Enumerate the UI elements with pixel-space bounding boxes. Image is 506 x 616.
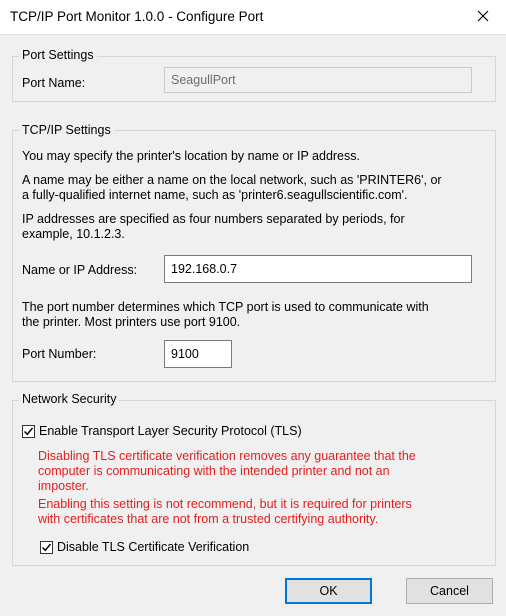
ok-button[interactable]: OK (285, 578, 372, 604)
tcpip-settings-legend: TCP/IP Settings (19, 123, 114, 137)
port-settings-legend: Port Settings (19, 48, 97, 62)
warning-line-4: Enabling this setting is not recommend, but it is required for printers (38, 497, 412, 511)
tls-checkbox-label[interactable]: Enable Transport Layer Security Protocol (TLS) (39, 424, 302, 438)
disable-verification-row[interactable] (40, 540, 249, 554)
close-button[interactable] (460, 0, 506, 34)
port-name-field: SeagullPort (164, 67, 472, 93)
cancel-button[interactable]: Cancel (406, 578, 493, 604)
title-bar (0, 0, 506, 35)
port-number-label: Port Number: (22, 347, 97, 361)
ip-help-line-1: IP addresses are specified as four numbers separated by periods, for (22, 212, 405, 226)
port-help-line-1: The port number determines which TCP port is used to communicate with (22, 300, 429, 314)
name-help-line-1: A name may be either a name on the local network, such as 'PRINTER6', or (22, 173, 442, 187)
disable-verification-checkbox[interactable] (40, 541, 53, 554)
port-number-input[interactable]: 9100 (164, 340, 232, 368)
address-input[interactable]: 192.168.0.7 (164, 255, 472, 283)
disable-verification-label[interactable]: Disable TLS Certificate Verification (57, 540, 250, 554)
warning-line-2: computer is communicating with the intended printer and not an (38, 464, 390, 478)
address-label: Name or IP Address: (22, 263, 138, 277)
tls-checkbox[interactable] (22, 425, 35, 438)
port-name-label: Port Name: (22, 76, 86, 90)
port-help-line-2: the printer. Most printers use port 9100. (22, 315, 241, 329)
ip-help-line-2: example, 10.1.2.3. (22, 227, 125, 241)
close-icon (477, 10, 489, 25)
warning-line-1: Disabling TLS certificate verification removes any guarantee that the (38, 449, 416, 463)
name-help-line-2: a fully-qualified internet name, such as 'printer6.seagullscientific.com'. (22, 188, 408, 202)
network-security-legend: Network Security (19, 392, 119, 406)
checkmark-icon (41, 542, 52, 553)
intro-text: You may specify the printer's location by name or IP address. (22, 149, 360, 163)
window-title: TCP/IP Port Monitor 1.0.0 - Configure Port (10, 9, 264, 24)
checkmark-icon (23, 426, 34, 437)
warning-line-3: imposter. (38, 479, 89, 493)
warning-line-5: with certificates that are not from a trusted certifying authority. (38, 512, 379, 526)
tls-checkbox-row[interactable] (22, 424, 302, 438)
